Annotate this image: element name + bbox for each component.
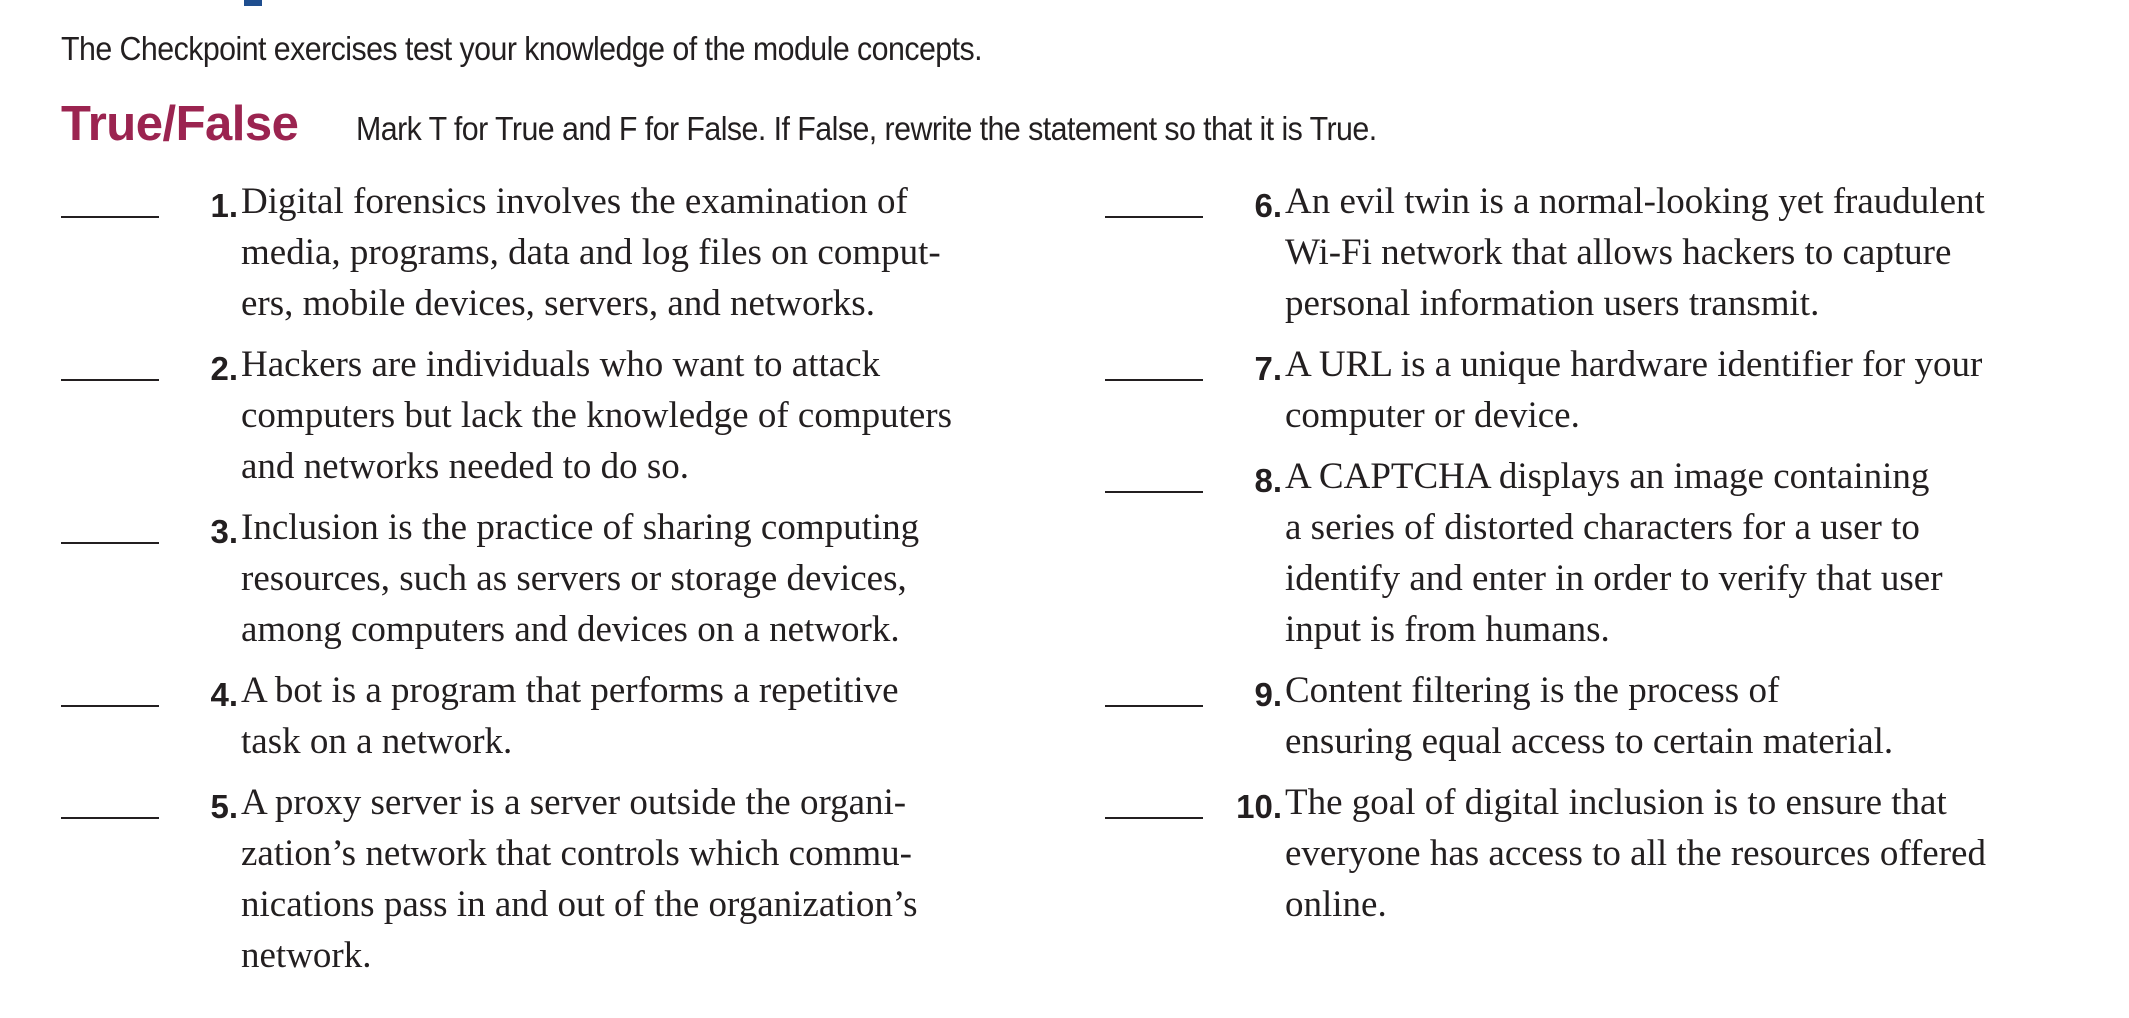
statement-line: everyone has access to all the resources offered xyxy=(1285,833,1986,874)
statement-line: among computers and devices on a network. xyxy=(241,609,900,650)
question-statement xyxy=(1285,176,2115,329)
answer-blank[interactable] xyxy=(1105,379,1203,381)
statement-line: resources, such as servers or storage devices, xyxy=(241,558,907,599)
question-number: 4. xyxy=(210,676,238,713)
statement-line: ensuring equal access to certain material. xyxy=(1285,721,1894,762)
statement-line: personal information users transmit. xyxy=(1285,283,1820,324)
section-instructions: Mark T for True and F for False. If False, rewrite the statement so that it is True. xyxy=(355,110,1377,147)
question-number: 2. xyxy=(210,350,238,387)
question-statement xyxy=(241,502,1061,655)
question-item xyxy=(61,777,1061,981)
question-item xyxy=(1105,176,2115,329)
answer-blank[interactable] xyxy=(61,379,159,381)
statement-line: computer or device. xyxy=(1285,395,1580,436)
question-statement xyxy=(1285,339,2115,441)
statement-line: A URL is a unique hardware identifier for your xyxy=(1285,344,1983,385)
statement-line: Digital forensics involves the examination of xyxy=(241,181,908,222)
answer-blank[interactable] xyxy=(61,817,159,819)
statement-line: An evil twin is a normal-looking yet fraudulent xyxy=(1285,181,1985,222)
question-statement xyxy=(1285,777,2115,930)
section-title: True/False xyxy=(61,97,299,151)
questions-left-column xyxy=(61,176,1061,991)
question-item xyxy=(1105,777,2115,930)
question-item xyxy=(1105,339,2115,441)
statement-line: ers, mobile devices, servers, and networks. xyxy=(241,283,875,324)
question-item xyxy=(61,502,1061,655)
question-item xyxy=(1105,665,2115,767)
question-statement xyxy=(1285,665,2115,767)
question-item xyxy=(1105,451,2115,655)
statement-line: media, programs, data and log files on comput- xyxy=(241,232,941,273)
answer-blank[interactable] xyxy=(1105,817,1203,819)
statement-line: and networks needed to do so. xyxy=(241,446,690,487)
statement-line: task on a network. xyxy=(241,721,513,762)
question-number: 6. xyxy=(1254,187,1282,224)
question-number: 1. xyxy=(210,187,238,224)
statement-line: The goal of digital inclusion is to ensure that xyxy=(1285,782,1947,823)
statement-line: nications pass in and out of the organization’s xyxy=(241,884,918,925)
question-statement xyxy=(241,176,1061,329)
statement-line: Hackers are individuals who want to attack xyxy=(241,344,881,385)
question-statement xyxy=(241,777,1061,981)
question-number: 9. xyxy=(1254,676,1282,713)
question-item xyxy=(61,176,1061,329)
question-number: 8. xyxy=(1254,462,1282,499)
question-item xyxy=(61,665,1061,767)
question-statement xyxy=(241,339,1061,492)
question-statement xyxy=(241,665,1061,767)
question-number: 10. xyxy=(1236,788,1282,825)
statement-line: network. xyxy=(241,935,372,976)
statement-line: Content filtering is the process of xyxy=(1285,670,1780,711)
statement-line: Wi-Fi network that allows hackers to capture xyxy=(1285,232,1952,273)
statement-line: A CAPTCHA displays an image containing xyxy=(1285,456,1930,497)
question-number: 3. xyxy=(210,513,238,550)
statement-line: a series of distorted characters for a user to xyxy=(1285,507,1920,548)
intro-text: The Checkpoint exercises test your knowledge of the module concepts. xyxy=(61,30,983,67)
answer-blank[interactable] xyxy=(1105,705,1203,707)
statement-line: A bot is a program that performs a repetitive xyxy=(241,670,899,711)
answer-blank[interactable] xyxy=(61,705,159,707)
questions-right-column xyxy=(1105,176,2115,940)
statement-line: input is from humans. xyxy=(1285,609,1610,650)
statement-line: computers but lack the knowledge of computers xyxy=(241,395,953,436)
answer-blank[interactable] xyxy=(61,216,159,218)
statement-line: zation’s network that controls which commu- xyxy=(241,833,912,874)
section-header xyxy=(61,96,1465,152)
statement-line: A proxy server is a server outside the organi- xyxy=(241,782,907,823)
question-number: 5. xyxy=(210,788,238,825)
heading-fragment-mark xyxy=(244,0,262,6)
question-item xyxy=(61,339,1061,492)
statement-line: Inclusion is the practice of sharing computing xyxy=(241,507,920,548)
answer-blank[interactable] xyxy=(1105,491,1203,493)
statement-line: online. xyxy=(1285,884,1387,925)
statement-line: identify and enter in order to verify that user xyxy=(1285,558,1943,599)
answer-blank[interactable] xyxy=(61,542,159,544)
question-number: 7. xyxy=(1254,350,1282,387)
answer-blank[interactable] xyxy=(1105,216,1203,218)
question-statement xyxy=(1285,451,2115,655)
